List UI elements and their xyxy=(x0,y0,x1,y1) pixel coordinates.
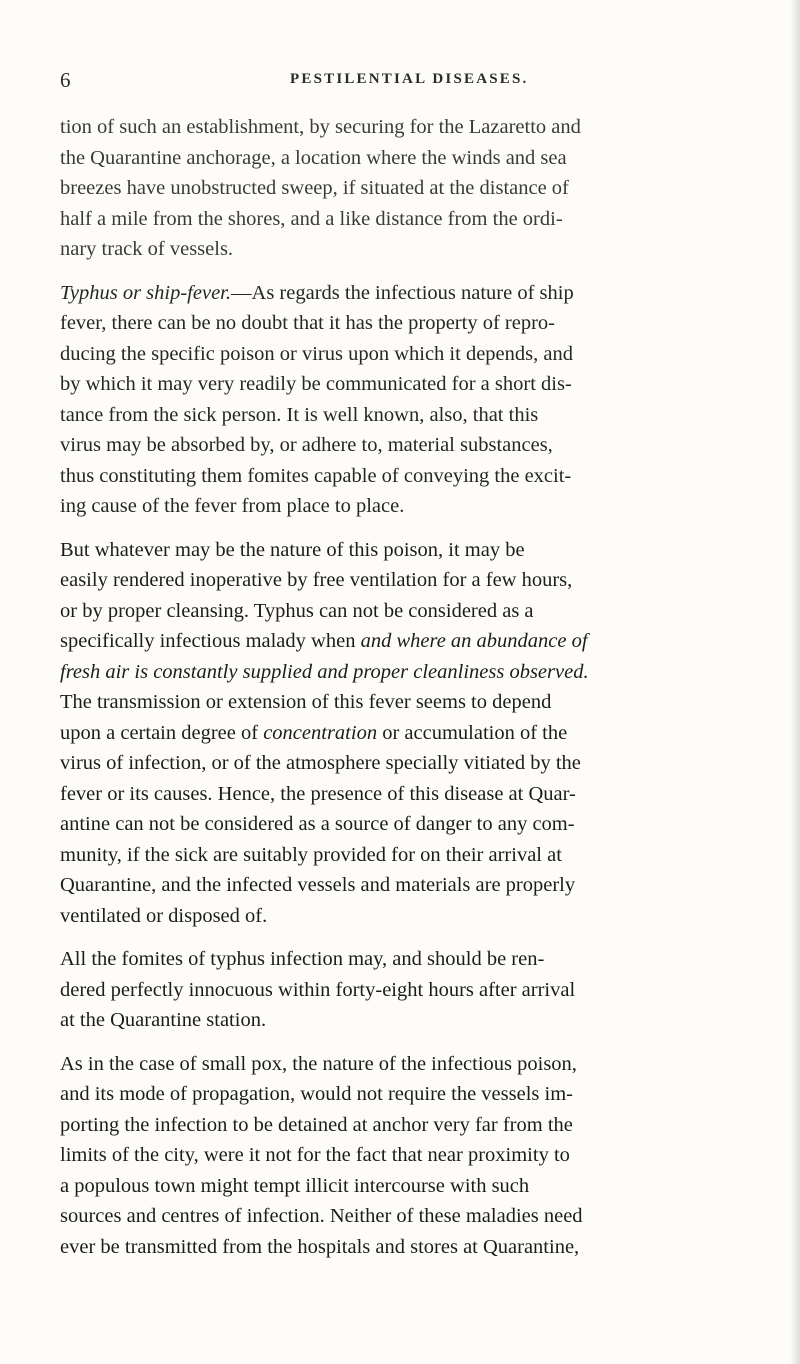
text-line: the Quarantine anchorage, a location where the winds and sea xyxy=(60,146,567,169)
emphasis-text: and where an abundance of xyxy=(360,630,588,652)
emphasis-line: fresh air is constantly supplied and proper cleanliness observed. xyxy=(60,660,589,683)
text-line: ventilated or disposed of. xyxy=(60,904,268,927)
text-line: by which it may very readily be communicated for a short dis- xyxy=(60,373,572,395)
paragraph-1 xyxy=(60,112,736,265)
paragraph-3 xyxy=(60,535,736,932)
text-line: antine can not be considered as a source of danger to any com- xyxy=(60,813,575,835)
text-line: ducing the specific poison or virus upon which it depends, and xyxy=(60,342,573,365)
text-line: The transmission or extension of this fever seems to depend xyxy=(60,691,552,713)
text-line: sources and centres of infection. Neither of these maladies need xyxy=(60,1205,583,1227)
page-edge-shadow xyxy=(790,0,800,1364)
text-line: munity, if the sick are suitably provided for on their arrival at xyxy=(60,843,562,866)
running-head: PESTILENTIAL DISEASES. xyxy=(290,71,529,87)
page-header xyxy=(60,68,760,98)
emphasis-text: concentration xyxy=(263,721,378,744)
text-line: easily rendered inoperative by free ventilation for a few hours, xyxy=(60,569,573,591)
paragraph-4 xyxy=(60,944,736,1036)
text-line xyxy=(60,278,736,309)
text-span: or accumulation of the xyxy=(377,721,568,744)
body-text xyxy=(60,112,736,1262)
text-line: tance from the sick person. It is well known, also, that this xyxy=(60,403,539,426)
text-line: at the Quarantine station. xyxy=(60,1009,267,1031)
section-heading: Typhus or ship-fever. xyxy=(60,281,232,304)
text-line: or by proper cleansing. Typhus can not be considered as a xyxy=(60,599,534,622)
text-line: dered perfectly innocuous within forty-eight hours after arrival xyxy=(60,978,576,1001)
text-line: thus constituting them fomites capable of conveying the excit- xyxy=(60,464,572,487)
text-line: limits of the city, were it not for the fact that near proximity to xyxy=(60,1144,570,1166)
text-line: But whatever may be the nature of this poison, it may be xyxy=(60,538,525,561)
text-line: fever, there can be no doubt that it has the property of repro- xyxy=(60,312,555,334)
paragraph-5 xyxy=(60,1049,736,1263)
text-span: upon a certain degree of xyxy=(60,721,264,744)
text-line: ing cause of the fever from place to place. xyxy=(60,495,405,517)
text-line: nary track of vessels. xyxy=(60,238,234,260)
text-line: virus may be absorbed by, or adhere to, material substances, xyxy=(60,434,553,456)
text-line xyxy=(60,626,736,657)
text-span: specifically infectious malady when xyxy=(60,630,361,652)
text-line xyxy=(60,718,736,749)
text-line: and its mode of propagation, would not require the vessels im- xyxy=(60,1083,573,1105)
text-line: virus of infection, or of the atmosphere specially vitiated by the xyxy=(60,752,581,774)
text-line: tion of such an establishment, by securing for the Lazaretto and xyxy=(60,116,581,138)
text-line: fever or its causes. Hence, the presence of this disease at Quar- xyxy=(60,782,576,805)
page-number: 6 xyxy=(60,68,71,92)
text-span: —As regards the infectious nature of ship xyxy=(231,281,574,304)
text-line: breezes have unobstructed sweep, if situated at the distance of xyxy=(60,177,569,199)
text-line: As in the case of small pox, the nature of the infectious poison, xyxy=(60,1052,577,1075)
text-line: ever be transmitted from the hospitals and stores at Quarantine, xyxy=(60,1235,580,1258)
text-line: a populous town might tempt illicit intercourse with such xyxy=(60,1174,530,1197)
text-line: half a mile from the shores, and a like distance from the ordi- xyxy=(60,207,563,230)
text-line: Quarantine, and the infected vessels and materials are properly xyxy=(60,874,576,896)
text-line: porting the infection to be detained at anchor very far from the xyxy=(60,1113,573,1136)
text-line: All the fomites of typhus infection may, and should be ren- xyxy=(60,948,545,970)
paragraph-2 xyxy=(60,278,736,522)
